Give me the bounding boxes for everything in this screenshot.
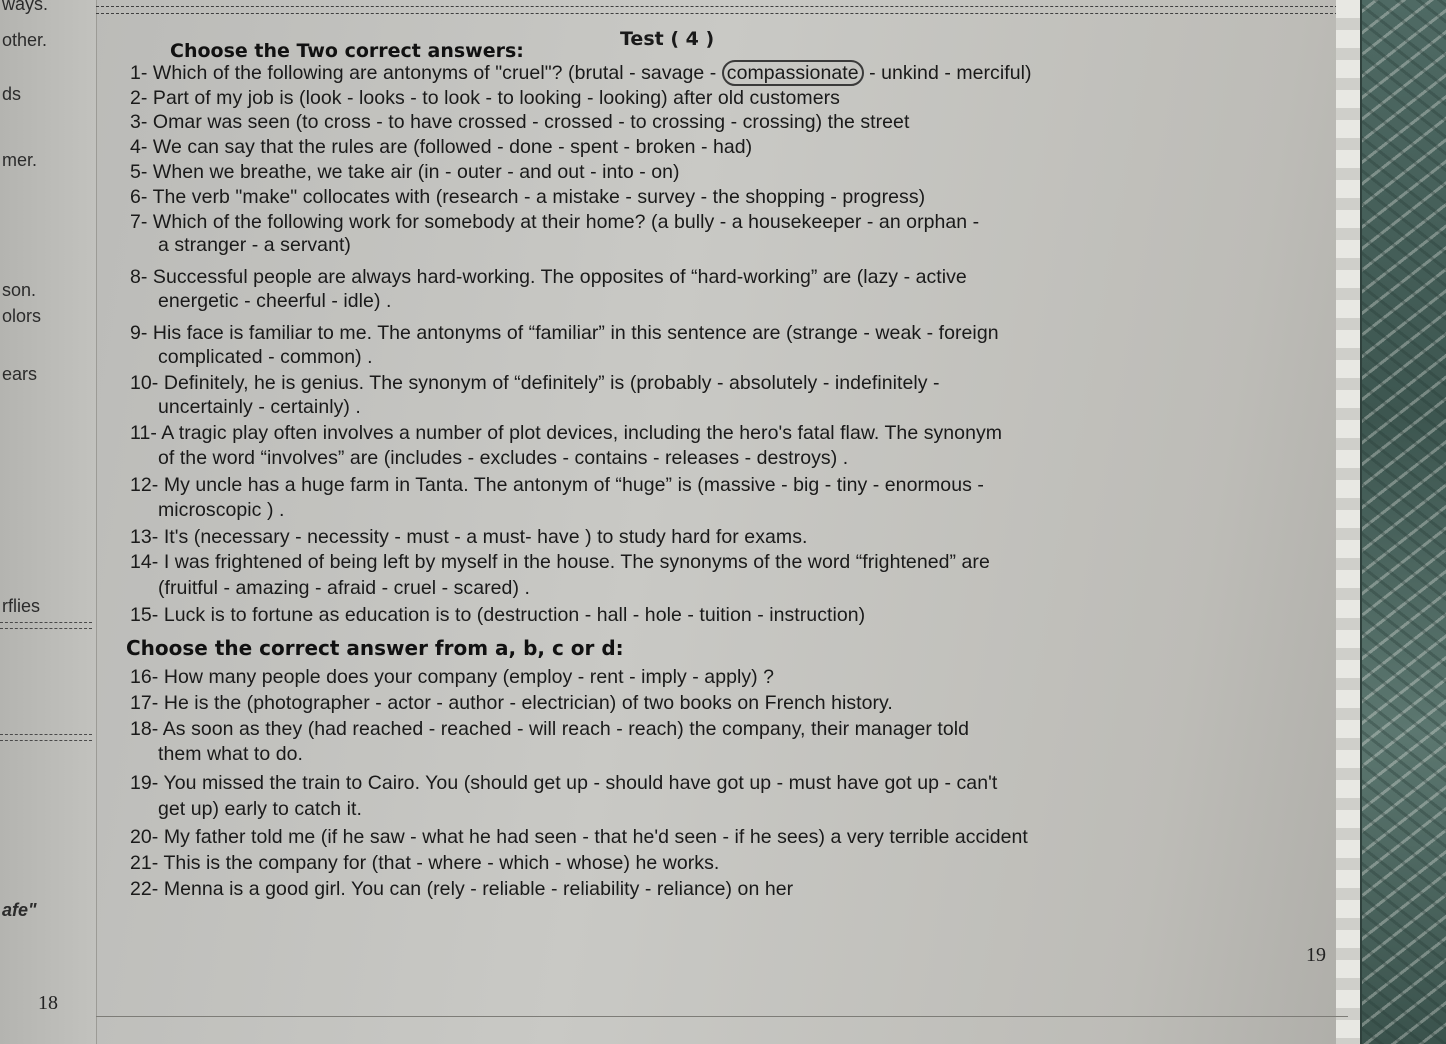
question-number: 2-: [130, 87, 148, 109]
question-7: [130, 211, 979, 233]
question-17: [130, 692, 893, 714]
question-number: 21-: [130, 852, 159, 874]
question-11-continued: of the word “involves” are (includes - excludes - contains - releases - destroys) .: [158, 447, 849, 469]
page-number: 19: [1306, 944, 1326, 966]
question-text: The verb "make" collocates with (research - a mistake - survey - the shopping - progress): [152, 186, 926, 208]
question-13: [130, 526, 807, 548]
question-text: This is the company for (that - where - which - whose) he works.: [163, 852, 720, 874]
question-2: [130, 87, 840, 109]
question-text: My father told me (if he saw - what he had seen - that he'd seen - if he sees) a very terrible accident: [163, 826, 1028, 848]
question-text: Luck is to fortune as education is to (destruction - hall - hole - tuition - instruction): [163, 604, 866, 626]
question-text: As soon as they (had reached - reached - will reach - reach) the company, their manager told: [162, 718, 970, 740]
top-divider: [96, 6, 1348, 14]
question-number: 12-: [130, 474, 159, 496]
section2-instruction: Choose the correct answer from a, b, c or d:: [126, 636, 624, 660]
circled-option: compassionate: [722, 60, 864, 86]
left-divider: [0, 622, 92, 629]
question-5: [130, 161, 680, 183]
question-text: Menna is a good girl. You can (rely - reliable - reliability - reliance) on her: [163, 878, 794, 900]
question-text: Which of the following work for somebody at their home? (a bully - a housekeeper - an orphan -: [152, 211, 980, 233]
question-number: 14-: [130, 551, 159, 573]
question-number: 17-: [130, 692, 159, 714]
left-page-number: 18: [38, 992, 58, 1014]
question-3: [130, 111, 909, 133]
question-text: When we breathe, we take air (in - outer - and out - into - on): [152, 161, 680, 183]
question-9-continued: complicated - common) .: [158, 346, 373, 368]
question-number: 3-: [130, 111, 148, 133]
question-text: I was frightened of being left by myself in the house. The synonyms of the word “frightened” are: [163, 551, 990, 573]
question-10: [130, 372, 940, 394]
question-1: [130, 62, 1032, 84]
left-margin-word: other.: [2, 30, 48, 50]
question-7-continued: a stranger - a servant): [158, 234, 351, 256]
question-14: [130, 551, 990, 573]
question-text: Part of my job is (look - looks - to look - to looking - looking) after old customers: [152, 87, 840, 109]
left-margin-word: ds: [2, 84, 22, 104]
carpet-background: [1342, 0, 1446, 1044]
left-margin-word: olors: [2, 306, 42, 326]
left-page-edge: [0, 0, 97, 1044]
question-21: [130, 852, 719, 874]
question-text: He is the (photographer - actor - author - electrician) of two books on French history.: [163, 692, 893, 714]
question-text: His face is familiar to me. The antonyms of “familiar” in this sentence are (strange - weak - foreign: [152, 322, 999, 344]
question-number: 15-: [130, 604, 159, 626]
question-number: 16-: [130, 666, 159, 688]
left-margin-word: afe": [2, 900, 37, 920]
left-margin-word: rflies: [2, 596, 41, 616]
question-20: [130, 826, 1028, 848]
question-number: 9-: [130, 322, 148, 344]
bottom-divider: [96, 1016, 1348, 1019]
question-15: [130, 604, 865, 626]
left-margin-word: mer.: [2, 150, 38, 170]
question-text: A tragic play often involves a number of plot devices, including the hero's fatal flaw. The synonym: [161, 422, 1003, 444]
question-number: 5-: [130, 161, 148, 183]
section1-instruction: Choose the Two correct answers:: [170, 40, 524, 62]
question-text: Definitely, he is genius. The synonym of “definitely” is (probably - absolutely - indefinitely -: [163, 372, 940, 394]
question-text: We can say that the rules are (followed - done - spent - broken - had): [152, 136, 753, 158]
question-10-continued: uncertainly - certainly) .: [158, 396, 361, 418]
question-12-continued: microscopic ) .: [158, 499, 285, 521]
question-text: - unkind - merciful): [863, 62, 1032, 84]
question-12: [130, 474, 984, 496]
question-number: 13-: [130, 526, 159, 548]
question-number: 6-: [130, 186, 148, 208]
question-8-continued: energetic - cheerful - idle) .: [158, 290, 392, 312]
question-number: 18-: [130, 718, 159, 740]
question-22: [130, 878, 793, 900]
question-19: [130, 772, 997, 794]
question-number: 8-: [130, 266, 148, 288]
left-margin-word: son.: [2, 280, 37, 300]
question-8: [130, 266, 967, 288]
question-number: 11-: [130, 422, 157, 444]
question-18-continued: them what to do.: [158, 743, 303, 765]
question-text: Omar was seen (to cross - to have crossed - crossed - to crossing - crossing) the street: [152, 111, 910, 133]
question-16: [130, 666, 774, 688]
question-text: My uncle has a huge farm in Tanta. The antonym of “huge” is (massive - big - tiny - enormous -: [163, 474, 984, 496]
question-number: 4-: [130, 136, 148, 158]
question-text: It's (necessary - necessity - must - a must- have ) to study hard for exams.: [163, 526, 808, 548]
question-number: 1-: [130, 62, 148, 84]
left-margin-word: ways.: [2, 0, 49, 14]
test-title: Test ( 4 ): [620, 28, 715, 50]
question-text: You missed the train to Cairo. You (should get up - should have got up - must have got up - can't: [163, 772, 998, 794]
question-number: 22-: [130, 878, 159, 900]
question-text: Which of the following are antonyms of "cruel"? (brutal - savage -: [152, 62, 722, 84]
question-19-continued: get up) early to catch it.: [158, 798, 362, 820]
question-text: Successful people are always hard-working. The opposites of “hard-working” are (lazy - active: [152, 266, 967, 288]
question-text: How many people does your company (employ - rent - imply - apply) ?: [163, 666, 775, 688]
question-4: [130, 136, 752, 158]
left-divider: [0, 734, 92, 741]
question-number: 7-: [130, 211, 148, 233]
question-number: 10-: [130, 372, 159, 394]
question-number: 20-: [130, 826, 159, 848]
question-18: [130, 718, 969, 740]
left-margin-word: ears: [2, 364, 38, 384]
question-14-continued: (fruitful - amazing - afraid - cruel - scared) .: [158, 577, 530, 599]
question-9: [130, 322, 999, 344]
question-6: [130, 186, 925, 208]
question-number: 19-: [130, 772, 159, 794]
question-11: [130, 422, 1002, 444]
